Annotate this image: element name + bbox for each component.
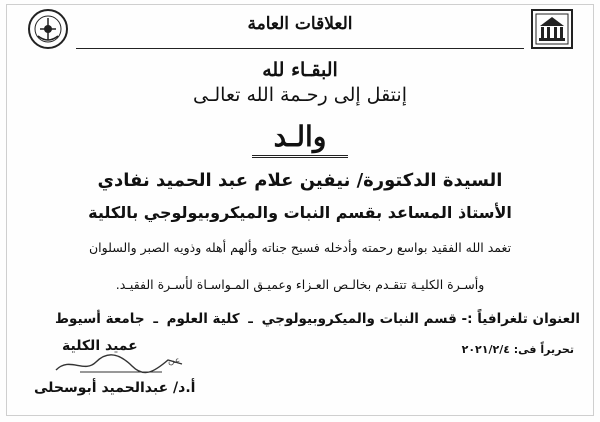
relation-text: والـد — [252, 120, 349, 158]
deceased-name: السيدة الدكتورة/ نيفين علام عبد الحميد نفادي — [97, 170, 503, 191]
university-seal-icon — [530, 8, 574, 50]
handwritten-signature — [50, 350, 190, 378]
signatory-name: أ.د/ عبدالحميد أبوسحلى — [34, 380, 196, 396]
address-separator-1: ـ — [248, 311, 253, 327]
condolence-line-1: تغمد الله الفقيد بواسع رحمته وأدخله فسيح جناته وألهم أهله وذويه الصبر والسلوان — [88, 240, 512, 255]
notice-baqaa: البقـاء لله — [262, 59, 338, 81]
address-label: العنوان تلغرافياً :- — [461, 311, 580, 327]
address-separator-2: ـ — [153, 311, 158, 327]
notice-relation — [0, 120, 600, 158]
condolence-line-2: وأسـرة الكليـة تتقـدم بخالـص العـزاء وعميـق المـواسـاة لأسـرة الفقيـد. — [115, 277, 485, 292]
faculty-emblem-icon — [26, 8, 70, 50]
signatory-role: عميد الكلية — [62, 338, 138, 354]
deceased-title: الأستاذ المساعد بقسم النبات والميكروبيولوجي بالكلية — [88, 203, 512, 222]
notice-intaqal: إنتقل إلى رحـمة الله تعالـى — [192, 84, 407, 106]
header-divider — [76, 48, 524, 49]
telegraph-address — [20, 311, 580, 327]
signature-prefix: عن — [168, 356, 181, 366]
date-label: تحريراً فى: — [513, 343, 574, 356]
header-title: العلاقات العامة — [247, 14, 353, 34]
date-value: ٢٠٢١/٢/٤ — [461, 343, 510, 356]
issue-date — [462, 343, 574, 356]
address-university: جامعة أسيوط — [55, 311, 145, 327]
address-department: قسم النبات والميكروبيولوجي — [261, 311, 457, 327]
address-faculty: كلية العلوم — [166, 311, 240, 327]
